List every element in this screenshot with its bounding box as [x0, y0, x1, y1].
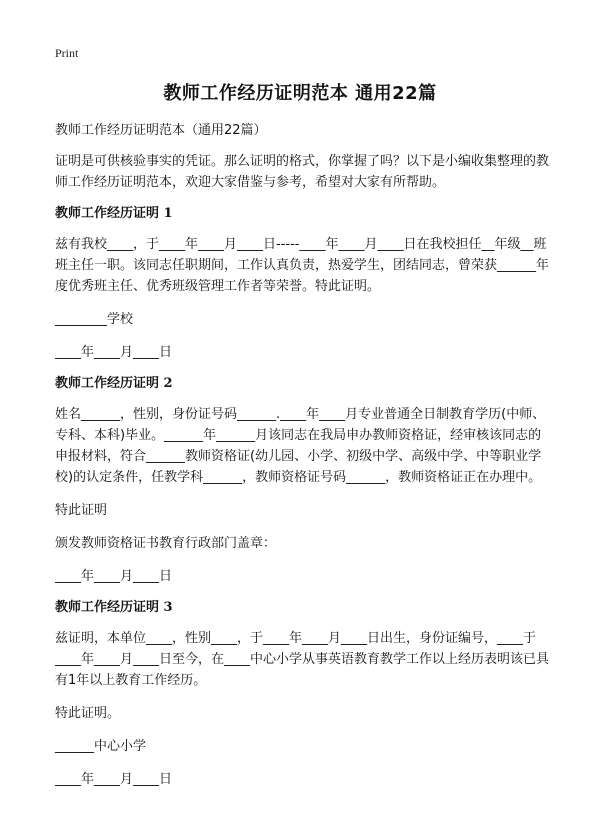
section-3-body: 兹证明，本单位____，性别____，于____年____月____日出生，身份证编号，____于____年____月____日至今，在____中心小学从事英语教育教学工作以上经历表明该已具有1年以上教育工作经历。 — [55, 631, 550, 688]
section-1-heading: 教师工作经历证明 1 — [55, 206, 173, 221]
document-subtitle: 教师工作经历证明范本（通用22篇） — [55, 123, 267, 138]
section-2-issuer: 颁发教师资格证书教育行政部门盖章： — [55, 536, 277, 551]
section-3-signer: ______中心小学 — [55, 739, 147, 754]
section-1-date: ____年____月____日 — [55, 345, 173, 360]
section-3-closing: 特此证明。 — [55, 706, 121, 721]
section-3-date: ____年____月____日 — [55, 772, 173, 787]
section-3-heading: 教师工作经历证明 3 — [55, 600, 173, 615]
section-2-body: 姓名______，性别，身份证号码______.____年____月专业普通全日制教育学历(中师、专科、本科)毕业。______年______月该同志在我局申办教师资格证，经审核该同志的申报材料，符合______教师资格证(幼儿园、小学、初级中学、高级中学、中等职业学校)的认定条件，任教学科______，教师资格证号码______，教师资格证正在办理中。 — [55, 407, 546, 485]
document-body — [55, 120, 550, 790]
section-2-heading: 教师工作经历证明 2 — [55, 376, 173, 391]
section-2-date: ____年____月____日 — [55, 569, 173, 584]
intro-paragraph: 证明是可供核验事实的凭证。那么证明的格式，你掌握了吗？以下是小编收集整理的教师工作经历证明范本，欢迎大家借鉴与参考，希望对大家有所帮助。 — [55, 154, 550, 190]
section-2-closing: 特此证明 — [55, 503, 108, 518]
section-1-body: 兹有我校____，于____年____月____日-----____年____月____日在我校担任__年级__班班主任一职。该同志任职期间，工作认真负责，热爱学生，团结同志，曾荣获______年度优秀班主任、优秀班级管理工作者等荣誉。特此证明。 — [55, 237, 550, 294]
print-link[interactable]: Print — [55, 46, 79, 60]
section-1-signer: ________学校 — [55, 312, 134, 327]
page-title: 教师工作经历证明范本 通用22篇 — [163, 83, 437, 104]
